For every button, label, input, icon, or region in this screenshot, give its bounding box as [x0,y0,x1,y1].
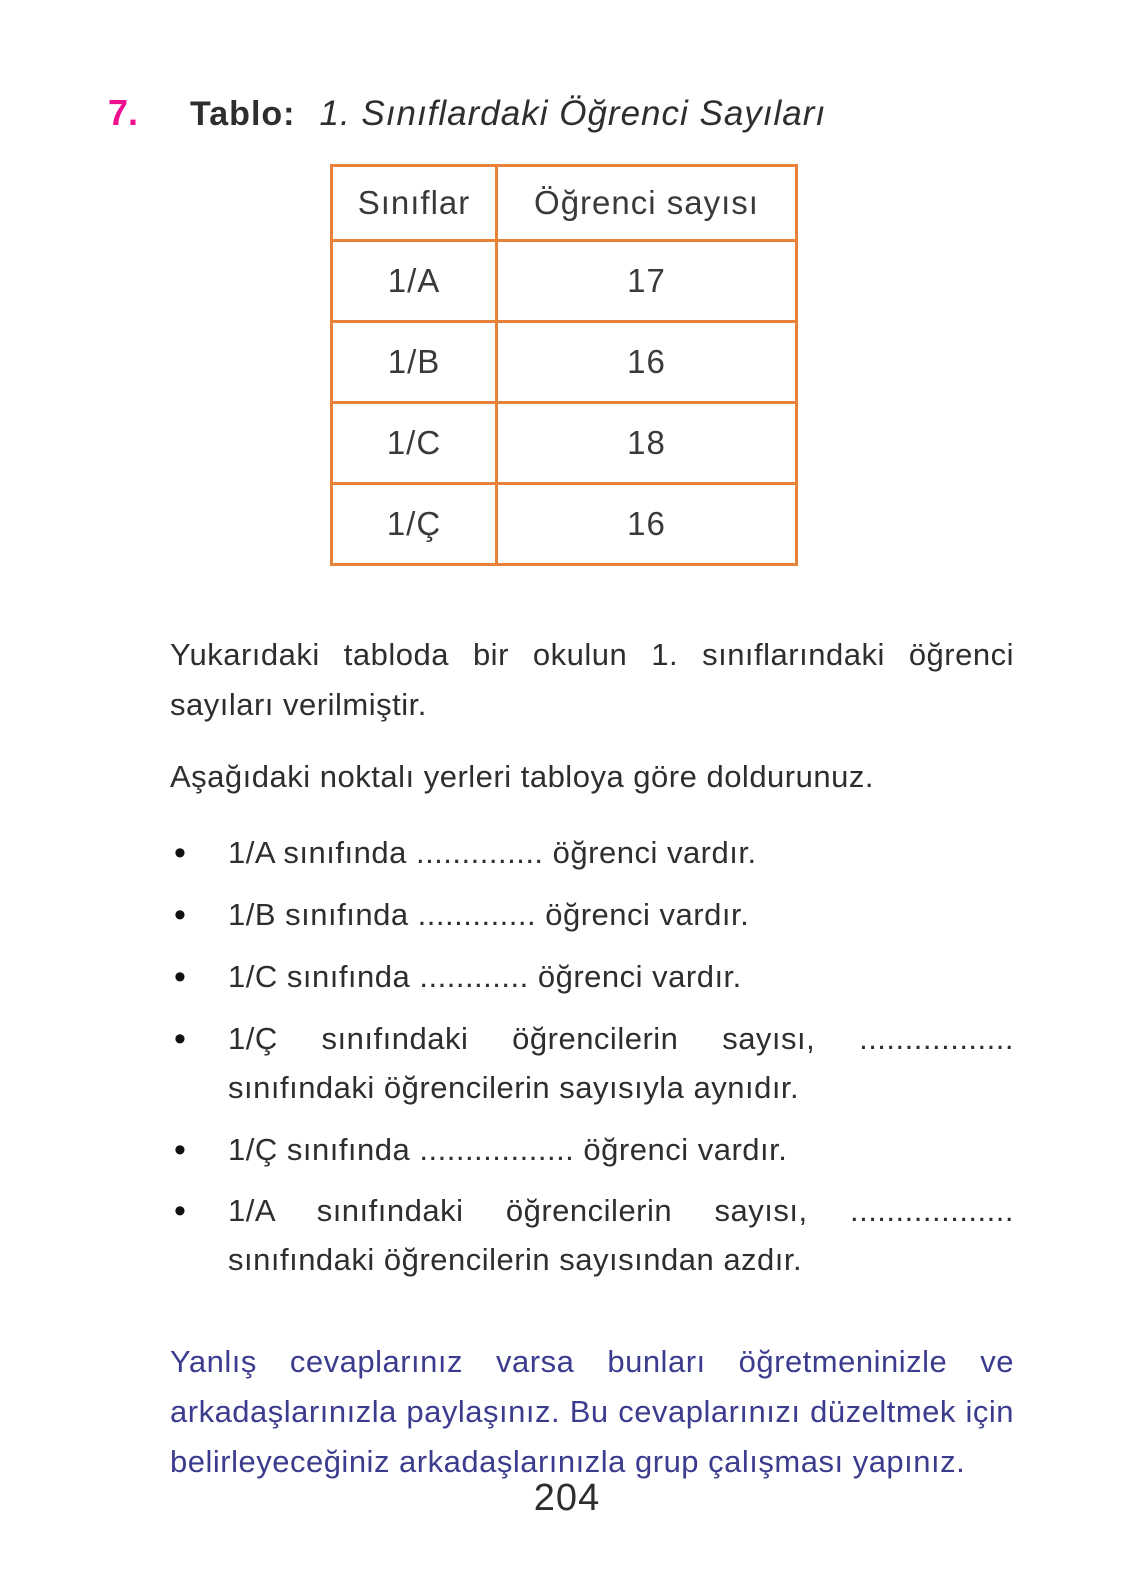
list-item-1cc-same: • 1/Ç sınıfındaki öğrencilerin sayısı, ................. sınıfındaki öğrencilerin sayısıyla aynıdır. [170,1015,1014,1113]
cell-class-1c: 1/C [332,403,497,484]
table-row [332,484,797,565]
fill-in-blank-list [170,829,1014,1286]
list-item-1a-count: • 1/A sınıfında .............. öğrenci vardır. [170,829,1014,878]
page-number: 204 [533,1477,601,1519]
intro-paragraph: Yukarıdaki tabloda bir okulun 1. sınıflarındaki öğrenci sayıları verilmiştir. [170,637,1014,723]
table-title: 1. Sınıflardaki Öğrenci Sayıları [319,94,827,133]
cell-count-1cc: 16 [497,484,797,565]
header-siniflar: Sınıflar [332,166,497,241]
table-label: Tablo: [190,95,296,133]
question-header [0,0,1134,134]
list-item-1b-count: • 1/B sınıfında ............. öğrenci vardır. [170,891,1014,940]
question-number: 7. [108,92,139,133]
table-row [332,403,797,484]
table-header-row [332,166,797,241]
instruction-paragraph: Aşağıdaki noktalı yerleri tabloya göre doldurunuz. [170,759,874,795]
cell-count-1b: 16 [497,322,797,403]
list-item-1a-less: • 1/A sınıfındaki öğrencilerin sayısı, .................. sınıfındaki öğrencilerin sayısından azdır. [170,1187,1014,1285]
cell-count-1a: 17 [497,241,797,322]
teacher-note: Yanlış cevaplarınız varsa bunları öğretmeninizle ve arkadaşlarınızla paylaşınız. Bu cevaplarınızı düzeltmek için belirleyeceğiniz arkadaşlarınızla grup çalışması yapınız. [170,1344,1014,1479]
cell-class-1a: 1/A [332,241,497,322]
table-row [332,241,797,322]
header-ogrenci-sayisi: Öğrenci sayısı [497,166,797,241]
list-item-1c-count: • 1/C sınıfında ............ öğrenci vardır. [170,953,1014,1002]
cell-class-1b: 1/B [332,322,497,403]
list-item-1cc-count: • 1/Ç sınıfında ................. öğrenci vardır. [170,1126,1014,1175]
cell-class-1cc: 1/Ç [332,484,497,565]
table-row [332,322,797,403]
student-count-table [330,164,798,566]
exercise-content [0,630,1134,1486]
cell-count-1c: 18 [497,403,797,484]
